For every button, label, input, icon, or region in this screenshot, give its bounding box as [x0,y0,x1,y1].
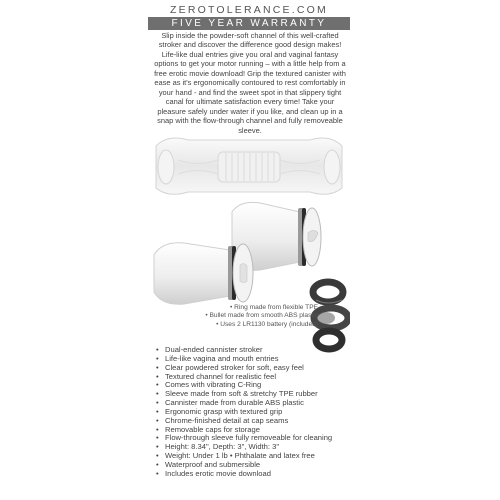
feature-item: • Sleeve made from soft & stretchy TPE rubber [156,390,350,399]
spec-item: • Bullet made from smooth ABS plastic [205,312,318,320]
feature-item: • Waterproof and submersible [156,461,350,470]
ring-specs-list [148,304,318,329]
feature-item: • Includes erotic movie download [156,470,350,479]
feature-item: • Cannister made from durable ABS plastic [156,399,350,408]
feature-item: • Weight: Under 1 lb • Phthalate and latex free [156,452,350,461]
feature-item: • Removable caps for storage [156,426,350,435]
feature-item: • Chrome-finished detail at cap seams [156,417,350,426]
feature-item: • Textured channel for realistic feel [156,373,350,382]
feature-item: • Height: 8.34", Depth: 3", Width: 3" [156,443,350,452]
warranty-banner: FIVE YEAR WARRANTY [148,17,350,30]
brand-url: ZEROTOLERANCE.COM [170,4,328,16]
feature-item: • Comes with vibrating C-Ring [156,381,350,390]
vibrating-c-ring-image [313,282,348,349]
feature-item: • Ergonomic grasp with textured grip [156,408,350,417]
spec-item: • Uses 2 LR1130 battery (included) [216,320,318,328]
feature-item: • Life-like vagina and mouth entries [156,355,350,364]
feature-item: • Dual-ended cannister stroker [156,346,350,355]
feature-item: • Clear powdered stroker for soft, easy feel [156,364,350,373]
feature-list [156,346,350,479]
canister-vagina-image [154,243,253,305]
feature-item: • Flow-through sleeve fully removeable for cleaning [156,434,350,443]
spec-item: • Ring made from flexible TPE [230,304,318,311]
product-panel [148,0,350,500]
clear-sleeve-image [156,138,342,194]
product-description: Slip inside the powder-soft channel of this well-crafted stroker and discover the difference good design makes! Life-like dual entries give you oral and vaginal fantasy options to get your motor running – with a little help from a free erotic movie download! Grip the textured canister with ease as it's ergonomically contoured to rest comfortably in your hand - and find the sweet spot in that slippery tight canal for ultimate satisfaction every time! Take your pleasure safely under water if you like, and clean up in a snap with the flow-through channel and fully removeable sleeve. [154,31,346,135]
